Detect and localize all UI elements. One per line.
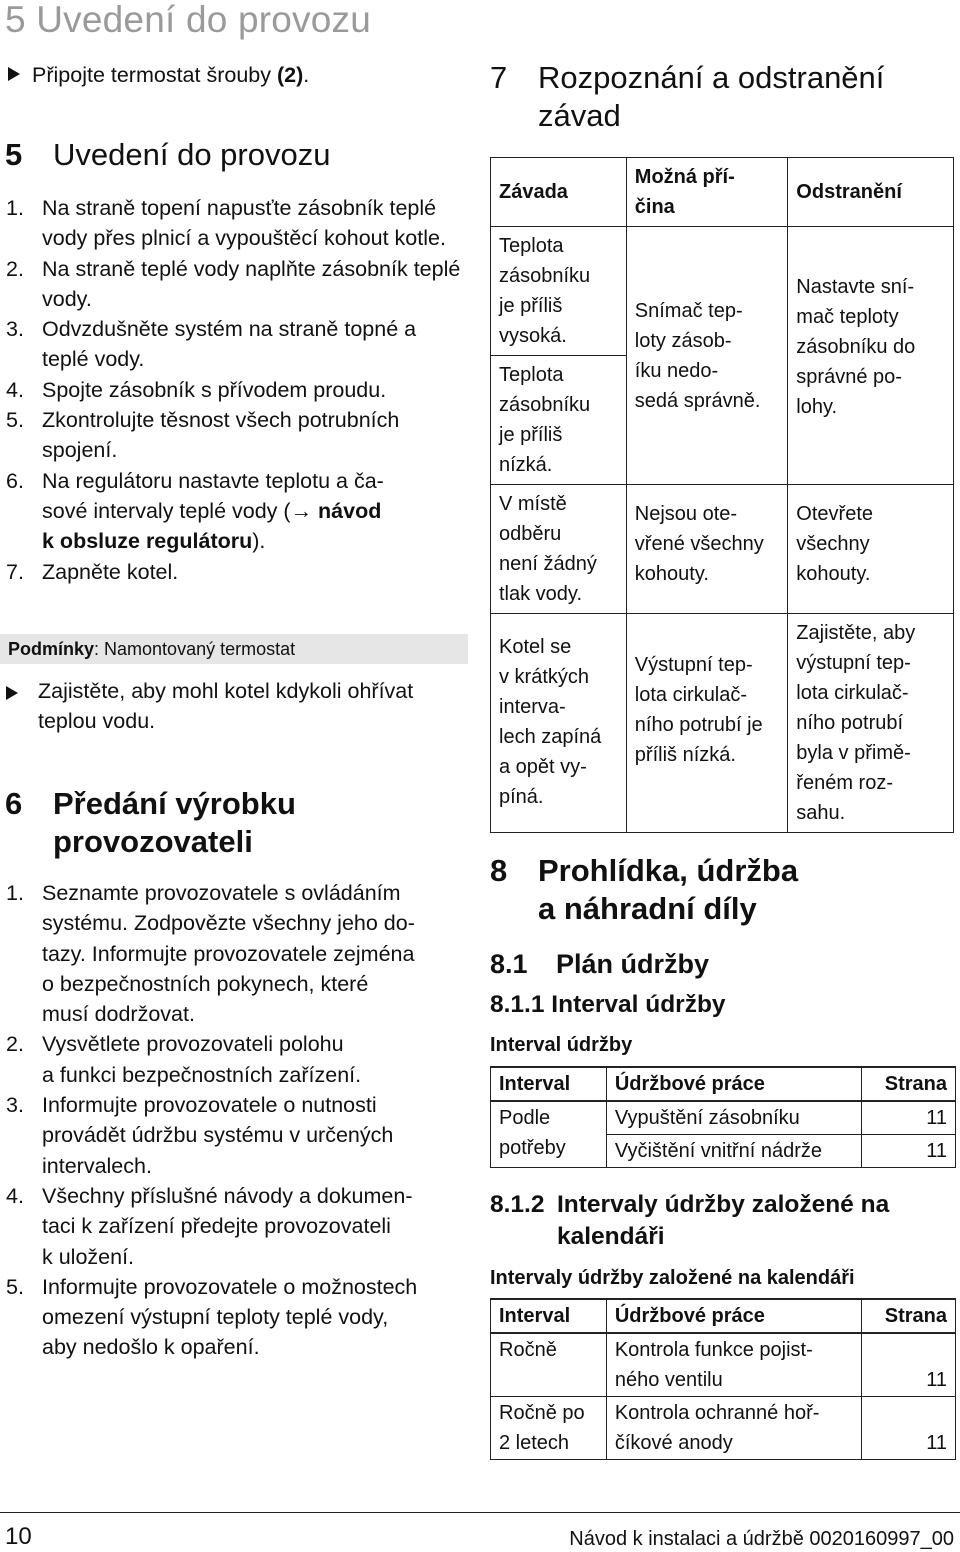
step-number: 2. bbox=[6, 256, 24, 281]
section-title: Plán údržby bbox=[556, 949, 710, 979]
top-step-end: . bbox=[303, 63, 310, 87]
step-text: Zapněte kotel. bbox=[42, 559, 179, 584]
work-cell: Kontrola ochranné hoř- číkové anody bbox=[606, 1397, 861, 1460]
step-number: 4. bbox=[6, 377, 24, 402]
section-8-number: 8 bbox=[490, 853, 508, 888]
table-header-row bbox=[491, 1067, 956, 1101]
step-text: systému. Zodpovězte všechny jeho do- bbox=[42, 911, 415, 936]
table-header-row bbox=[491, 158, 954, 227]
list-item bbox=[6, 314, 464, 375]
section-6-heading bbox=[5, 785, 296, 861]
step-number: 5. bbox=[6, 408, 24, 433]
step-text: Vysvětlete provozovateli polohu bbox=[42, 1032, 344, 1057]
section-8-1-1-heading: 8.1.1 Interval údržby bbox=[490, 991, 726, 1018]
fault-table bbox=[490, 157, 954, 833]
section-number: 8.1.2 bbox=[490, 1191, 545, 1218]
step-number: 4. bbox=[6, 1183, 24, 1208]
table-row bbox=[491, 1333, 956, 1397]
work-cell: Kontrola funkce pojist- ného ventilu bbox=[606, 1333, 861, 1397]
step-number: 7. bbox=[6, 559, 24, 584]
table-header-row bbox=[491, 1299, 956, 1333]
table-row bbox=[491, 1101, 956, 1135]
column-header: Strana bbox=[862, 1299, 956, 1333]
interval-cell: Podle potřeby bbox=[491, 1101, 607, 1168]
step-number: 1. bbox=[6, 196, 24, 220]
section-8-title: Prohlídka, údržba bbox=[538, 853, 799, 888]
column-header: Strana bbox=[862, 1067, 956, 1101]
section-7-title: závad bbox=[538, 98, 621, 133]
top-step-ref: (2) bbox=[276, 63, 304, 87]
list-item bbox=[6, 1090, 471, 1181]
list-item bbox=[6, 1181, 471, 1272]
table-caption: Intervaly údržby založené na kalendáři bbox=[490, 1267, 855, 1289]
step-text: Zkontrolujte těsnost všech potrubních spojení. bbox=[42, 408, 400, 463]
top-step bbox=[8, 60, 309, 91]
table-row bbox=[491, 1397, 956, 1460]
manual-reference-link[interactable]: k obsluze regulátoru bbox=[42, 529, 253, 554]
section-6-number: 6 bbox=[5, 786, 23, 821]
fix-cell: Nastavte sní- mač teploty zásobníku do správné po- lohy. bbox=[788, 227, 954, 485]
conditions-label: Podmínky bbox=[8, 639, 95, 659]
fix-cell: Zajistěte, aby výstupní tep- lota cirkulač- ního potrubí byla v přimě- řeném roz- sahu. bbox=[788, 614, 954, 833]
step-text: k uložení. bbox=[42, 1244, 135, 1269]
action-text: Zajistěte, aby mohl kotel kdykoli ohřívat teplou vodu. bbox=[38, 679, 414, 734]
column-header: Interval bbox=[491, 1067, 607, 1101]
step-text: ). bbox=[252, 529, 266, 554]
document-title: Návod k instalaci a údržbě 0020160997_00 bbox=[569, 1528, 954, 1550]
cause-cell: Nejsou ote- vřené všechny kohouty. bbox=[626, 485, 788, 614]
section-7-title: Rozpoznání a odstranění bbox=[538, 60, 885, 95]
fix-cell: Otevřete všechny kohouty. bbox=[788, 485, 954, 614]
list-item bbox=[6, 254, 464, 315]
calendar-maintenance-table bbox=[490, 1298, 956, 1460]
manual-reference-link[interactable]: návod bbox=[312, 498, 382, 523]
column-header: Odstranění bbox=[788, 158, 954, 227]
list-item bbox=[6, 466, 464, 557]
work-cell: Vypuštění zásobníku bbox=[606, 1101, 861, 1135]
conditions-bar bbox=[0, 634, 468, 664]
step-text: taci k zařízení předejte provozovateli bbox=[42, 1214, 391, 1239]
page-cell: 11 bbox=[862, 1101, 956, 1135]
table-row bbox=[491, 614, 954, 833]
section-7-heading bbox=[490, 59, 884, 135]
interval-cell: Ročně po 2 letech bbox=[491, 1397, 607, 1460]
action-arrow-icon bbox=[6, 686, 18, 700]
step-text: sové intervaly teplé vody ( bbox=[42, 498, 291, 523]
step-text: omezení výstupní teploty teplé vody, bbox=[42, 1305, 389, 1330]
maintenance-interval-table bbox=[490, 1066, 956, 1168]
column-header: Údržbové práce bbox=[606, 1299, 861, 1333]
list-item bbox=[6, 557, 464, 587]
reference-arrow-icon: → bbox=[290, 498, 313, 523]
section-7-number: 7 bbox=[490, 60, 508, 95]
section-title: Intervaly údržby založené na bbox=[557, 1191, 890, 1218]
step-text: Informujte provozovatele o možnostech bbox=[42, 1274, 418, 1299]
work-cell: Vyčištění vnitřní nádrže bbox=[606, 1135, 861, 1168]
section-5-title: Uvedení do provozu bbox=[53, 137, 331, 172]
list-item bbox=[6, 375, 464, 405]
list-item bbox=[6, 1029, 471, 1090]
step-number: 6. bbox=[6, 468, 24, 493]
table-caption: Interval údržby bbox=[490, 1034, 633, 1056]
table-row bbox=[491, 485, 954, 614]
step-text: Na straně teplé vody naplňte zásobník teplé vody. bbox=[42, 256, 461, 311]
section-6-title: provozovateli bbox=[53, 824, 253, 859]
running-header: 5 Uvedení do provozu bbox=[5, 0, 372, 40]
column-header: Závada bbox=[491, 158, 627, 227]
step-number: 2. bbox=[6, 1032, 24, 1057]
section-5-number: 5 bbox=[5, 137, 23, 172]
step-number: 5. bbox=[6, 1274, 24, 1299]
step-text: Všechny příslušné návody a dokumen- bbox=[42, 1183, 413, 1208]
section-8-heading bbox=[490, 852, 798, 928]
section-8-title: a náhradní díly bbox=[538, 891, 757, 926]
fault-text: Teplota zásobníku je příliš vysoká. bbox=[491, 227, 626, 356]
table-row bbox=[491, 227, 954, 485]
step-text: Informujte provozovatele o nutnosti bbox=[42, 1093, 377, 1118]
page-cell: 11 bbox=[862, 1333, 956, 1397]
step-text: aby nedošlo k opaření. bbox=[42, 1335, 260, 1360]
footer-rule bbox=[0, 1512, 960, 1513]
section-number: 8.1 bbox=[490, 949, 528, 979]
step-text: Seznamte provozovatele s ovládáním bbox=[42, 881, 401, 905]
step-text: musí dodržovat. bbox=[42, 1002, 195, 1027]
interval-cell: Ročně bbox=[491, 1333, 607, 1397]
fault-cell: Kotel se v krátkých interva- lech zapíná a opět vy- píná. bbox=[491, 614, 627, 833]
cause-cell: Výstupní tep- lota cirkulač- ního potrubí je příliš nízká. bbox=[626, 614, 788, 833]
section-5-steps bbox=[6, 193, 464, 587]
action-step bbox=[0, 676, 468, 737]
fault-cell bbox=[491, 227, 627, 485]
column-header: Údržbové práce bbox=[606, 1067, 861, 1101]
fault-cell: V místě odběru není žádný tlak vody. bbox=[491, 485, 627, 614]
step-number: 1. bbox=[6, 881, 24, 905]
step-text: a funkci bezpečnostních zařízení. bbox=[42, 1062, 362, 1087]
list-item bbox=[6, 405, 464, 466]
step-number: 3. bbox=[6, 317, 24, 342]
step-text: Spojte zásobník s přívodem proudu. bbox=[42, 377, 387, 402]
step-number: 3. bbox=[6, 1093, 24, 1118]
top-step-text: Připojte termostat šrouby bbox=[32, 63, 277, 87]
action-arrow-icon bbox=[8, 67, 20, 81]
step-text: Odvzdušněte systém na straně topné a teplé vody. bbox=[42, 317, 417, 372]
list-item bbox=[6, 878, 471, 1029]
fault-text: Teplota zásobníku je příliš nízká. bbox=[499, 364, 591, 476]
cause-cell: Snímač tep- loty zásob- íku nedo- sedá správně. bbox=[626, 227, 788, 485]
step-text: tazy. Informujte provozovatele zejména bbox=[42, 941, 415, 966]
conditions-text: : Namontovaný termostat bbox=[94, 639, 296, 659]
step-text: Na straně topení napusťte zásobník teplé vody přes plnicí a vypouštěcí kohout kotle. bbox=[42, 196, 446, 251]
step-text: intervalech. bbox=[42, 1153, 152, 1178]
step-text: Na regulátoru nastavte teplotu a ča- bbox=[42, 468, 384, 493]
section-8-1-heading bbox=[490, 947, 709, 981]
page-cell: 11 bbox=[862, 1397, 956, 1460]
column-header: Interval bbox=[491, 1299, 607, 1333]
step-text: o bezpečnostních pokynech, které bbox=[42, 971, 369, 996]
section-6-title: Předání výrobku bbox=[53, 786, 296, 821]
section-title: kalendáři bbox=[557, 1223, 665, 1250]
list-item bbox=[6, 1272, 471, 1363]
list-item bbox=[6, 193, 464, 254]
section-5-heading bbox=[5, 136, 330, 174]
step-text: provádět údržbu systému v určených bbox=[42, 1123, 394, 1148]
page-number: 10 bbox=[5, 1523, 32, 1550]
section-8-1-2-heading bbox=[490, 1189, 889, 1253]
column-header: Možná pří- čina bbox=[626, 158, 788, 227]
page-cell: 11 bbox=[862, 1135, 956, 1168]
section-6-steps bbox=[6, 878, 471, 1363]
